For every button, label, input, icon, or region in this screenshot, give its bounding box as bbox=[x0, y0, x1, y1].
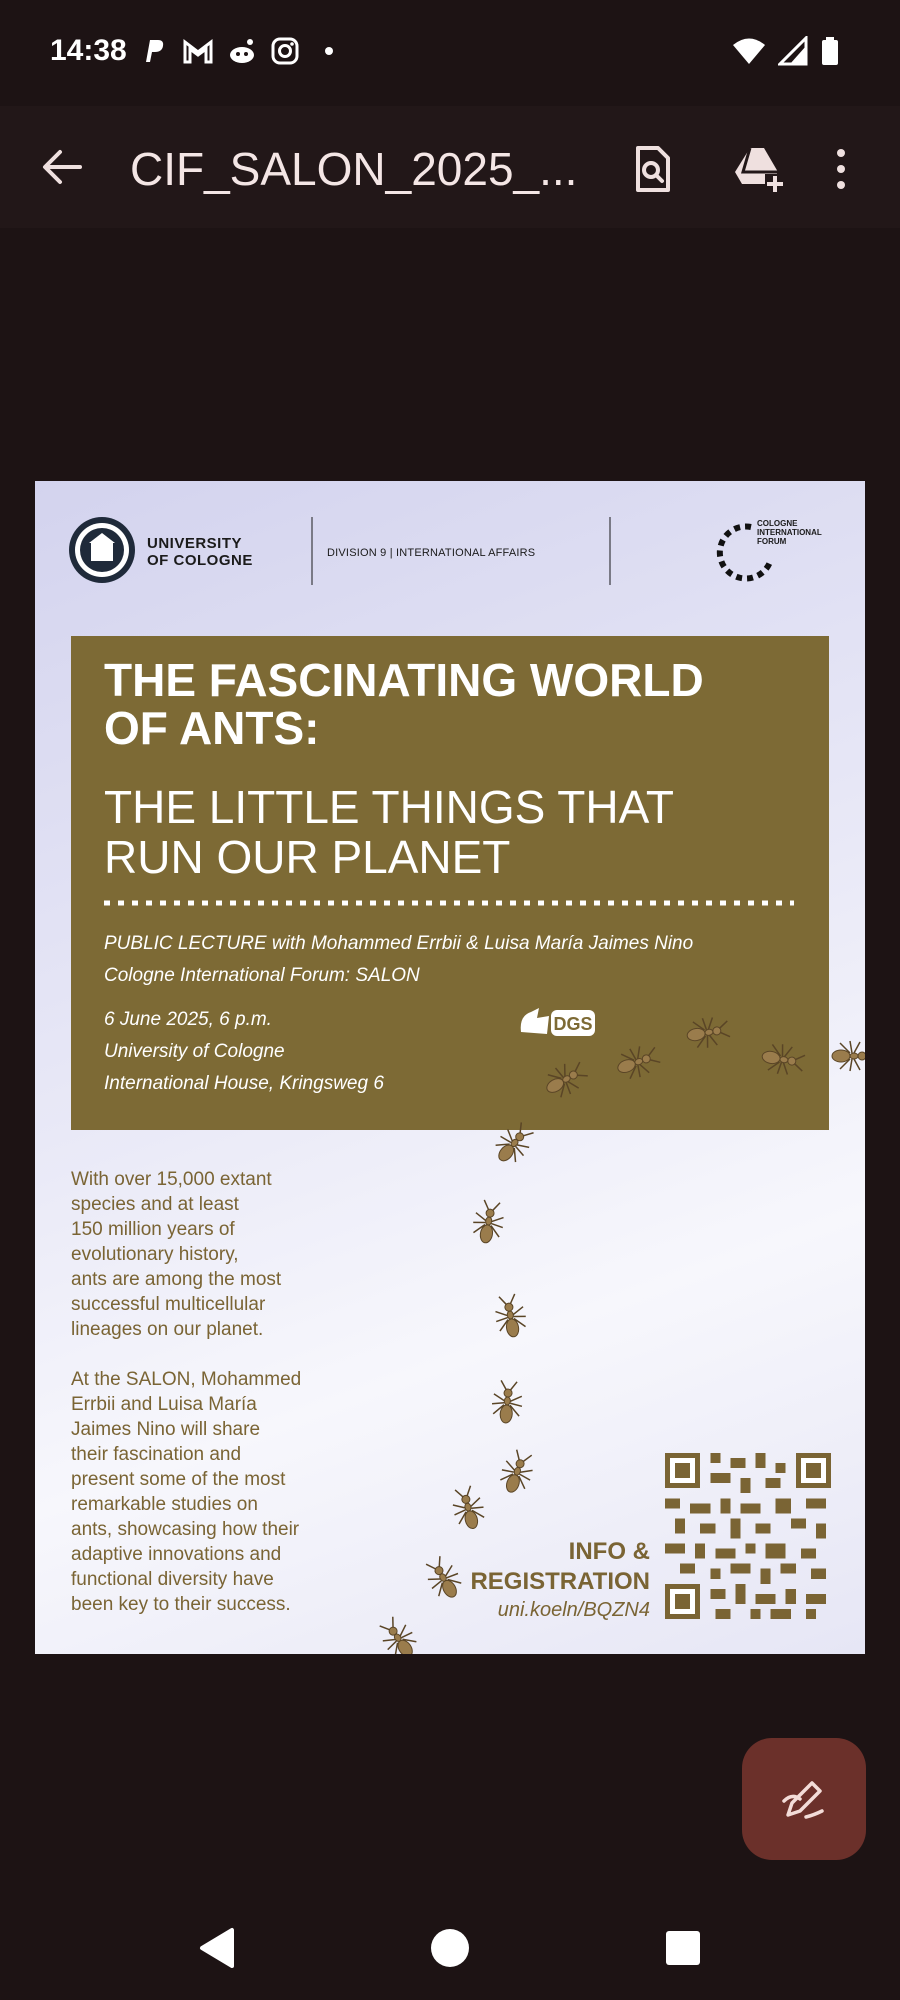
more-vert-icon bbox=[826, 142, 856, 196]
more-options-button[interactable] bbox=[826, 142, 856, 196]
document-title: CIF_SALON_2025_... bbox=[130, 143, 578, 195]
description-text bbox=[71, 1167, 361, 1642]
event-details: 6 June 2025, 6 p.m. University of Cologne International House, Kringsweg 6 bbox=[104, 1009, 384, 1094]
instagram-icon bbox=[270, 36, 300, 66]
find-in-document-button[interactable] bbox=[626, 142, 680, 196]
find-in-document-icon bbox=[626, 142, 680, 196]
university-seal-icon bbox=[67, 515, 137, 585]
dot-icon bbox=[314, 36, 344, 66]
back-button[interactable] bbox=[36, 140, 90, 194]
system-nav-bar bbox=[0, 1894, 900, 2000]
svg-text:DGS: DGS bbox=[553, 1014, 593, 1034]
registration-url[interactable]: uni.koeln/BQZN4 bbox=[497, 1599, 650, 1621]
sign-language-icon bbox=[517, 1002, 599, 1042]
qr-code-icon bbox=[665, 1453, 831, 1619]
poster-title: THE FASCINATING WORLD OF ANTS: bbox=[104, 654, 704, 754]
back-triangle-icon bbox=[188, 1918, 248, 1978]
edit-pen-icon bbox=[780, 1775, 828, 1823]
paypal-icon bbox=[138, 36, 168, 66]
nav-back-button[interactable] bbox=[188, 1918, 248, 1978]
division-label: DIVISION 9 | INTERNATIONAL AFFAIRS bbox=[327, 547, 536, 559]
lecture-info: PUBLIC LECTURE with Mohammed Errbii & Luisa María Jaimes Nino Cologne International Forum: SALON bbox=[104, 933, 694, 986]
edit-fab-button[interactable] bbox=[742, 1738, 866, 1860]
add-to-drive-button[interactable] bbox=[732, 142, 786, 196]
forum-name: COLOGNE INTERNATIONAL FORUM bbox=[757, 519, 822, 546]
signal-icon bbox=[778, 36, 808, 71]
battery-icon bbox=[820, 36, 840, 71]
title-banner bbox=[71, 636, 829, 1130]
header-divider bbox=[311, 517, 313, 585]
poster-subtitle: THE LITTLE THINGS THAT RUN OUR PLANET bbox=[104, 781, 674, 883]
status-time: 14:38 bbox=[50, 34, 127, 67]
recents-square-icon bbox=[653, 1918, 713, 1978]
gmail-icon bbox=[182, 36, 212, 66]
description-paragraph-1: With over 15,000 extant species and at least 150 million years of evolutionary history, ants are among the most successful multicellular lineages on our planet. bbox=[71, 1169, 282, 1340]
header-divider bbox=[609, 517, 611, 585]
registration-info: INFO & REGISTRATION uni.koeln/BQZN4 bbox=[435, 1537, 650, 1623]
pdf-page-poster[interactable] bbox=[35, 481, 865, 1654]
description-paragraph-2: At the SALON, Mohammed Errbii and Luisa María Jaimes Nino will share their fascination and present some of the most remarkable studies on ants, showcasing how their adaptive innovations and functional diversity have been key to their success. bbox=[71, 1369, 302, 1615]
reddit-icon bbox=[226, 36, 256, 66]
drive-add-icon bbox=[732, 142, 786, 196]
dotted-divider bbox=[104, 898, 794, 908]
arrow-left-icon bbox=[36, 140, 90, 194]
nav-recents-button[interactable] bbox=[653, 1918, 713, 1978]
wifi-icon bbox=[732, 36, 766, 71]
app-bar bbox=[0, 106, 900, 228]
nav-home-button[interactable] bbox=[420, 1918, 480, 1978]
university-name: UNIVERSITY OF COLOGNE bbox=[147, 535, 253, 569]
home-circle-icon bbox=[420, 1918, 480, 1978]
status-bar bbox=[0, 0, 900, 106]
